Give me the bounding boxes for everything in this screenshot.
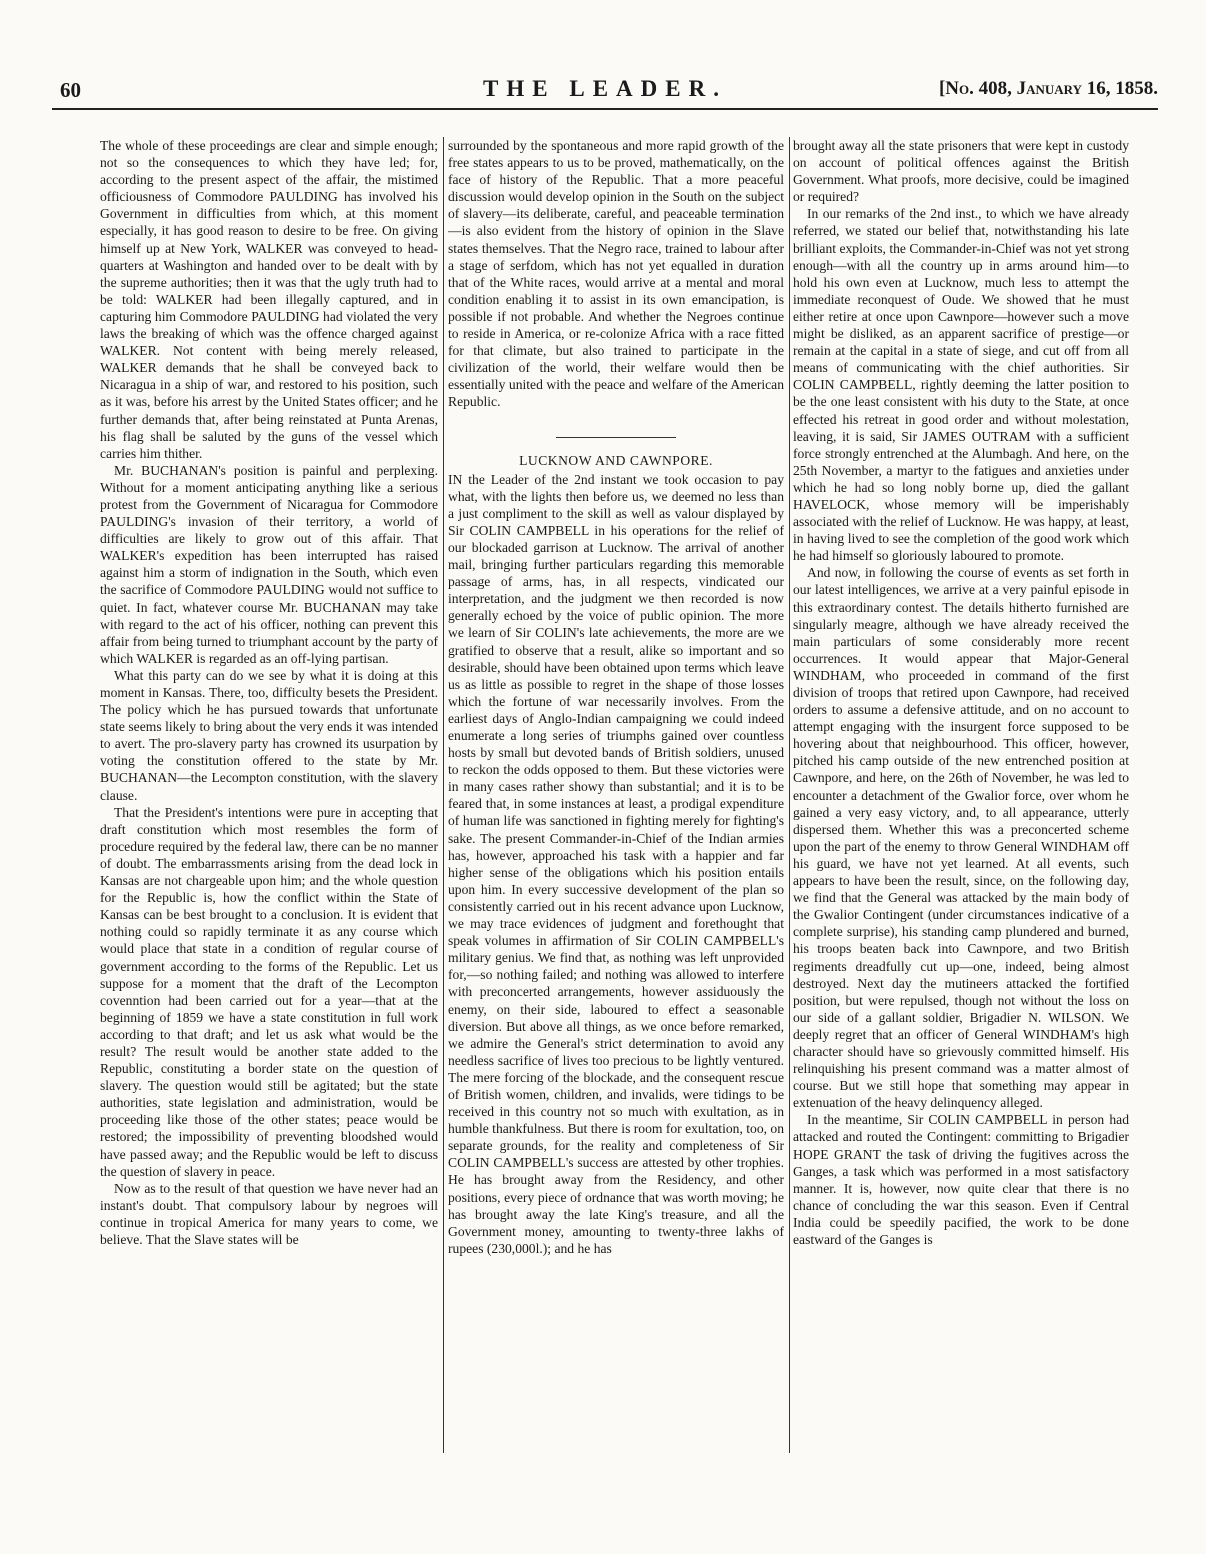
paragraph: And now, in following the course of events as set forth in our latest intelligences, we arrive at a very painful episode in this extraordinary contest. The details hitherto furnished are singularly meagre, although we have already received the main particulars of some considerably more recent occurrences. It would appear that Major-General WINDHAM, who proceeded in command of the first division of troops that retired upon Cawnpore, had received orders to assume a defensive attitude, and on no account to attempt engaging with the insurgent force supposed to be hovering about that neighbourhood. This officer, however, pitched his camp outside of the new entrenched position at Cawnpore, and here, on the 26th of November, he was led to encounter a detachment of the Gwalior force, over whom he gained a very easy victory, and, to all appearance, utterly dispersed them. Whether this was a preconcerted scheme upon the part of the enemy to throw General WINDHAM off his guard, we have not yet learned. At all events, such appears to have been the result, since, on the following day, we find that the General was attacked by the main body of the Gwalior Contingent (under circumstances indicative of a complete surprise), his standing camp plundered and burned, his troops beaten back into Cawnpore, and two British regiments dreadfully cut up—one, indeed, being almost destroyed. Next day the mutineers attacked the fortified position, but were repulsed, though not without the loss on our side of a gallant soldier, Brigadier N. WILSON. We deeply regret that an officer of General WINDHAM's high character should have so grievously committed himself. His relinquishing his present command was a matter almost of course. But we still hope that something may appear in extenuation of the heavy delinquency alleged. bbox=[793, 565, 1129, 1111]
paragraph: In our remarks of the 2nd inst., to which we have already referred, we stated our belief that, notwithstanding his late brilliant exploits, the Commander-in-Chief was not yet strong enough—with all the country up in arms around him—to hold his own even at Lucknow, much less to attempt the immediate reconquest of Oude. We showed that he must either retire at once upon Cawnpore—however such a move might be disliked, as an apparent sacrifice of prestige—or remain at the capital in a state of siege, and cut off from all means of communicating with the chief authorities. Sir COLIN CAMPBELL, rightly deeming the latter position to be the one least consistent with his duty to the State, at once effected his retreat in good order and without molestation, leaving, it is said, Sir JAMES OUTRAM with a sufficient force strongly entrenched at the Alumbagh. And here, on the 25th November, a martyr to the fatigues and anxieties under which he had so long nobly borne up, died the gallant HAVELOCK, whose memory will be imperishably associated with the relief of Lucknow. He was happy, at least, in having lived to see the completion of the good work which he had himself so gloriously laboured to promote. bbox=[793, 206, 1129, 564]
paragraph: Mr. BUCHANAN's position is painful and perplexing. Without for a moment anticipating anything like a serious protest from the Government of Nicaragua for Commodore PAULDING's invasion of their territory, a world of difficulties are likely to grow out of this affair. That WALKER's expedition has been interrupted has raised against him a storm of indignation in the South, which even the sacrifice of Commodore PAULDING would not suffice to quiet. In fact, whatever course Mr. BUCHANAN may take with regard to the act of his officer, nothing can prevent this affair from being turned to triumphant account by the party of which WALKER is regarded as an off-lying partisan. bbox=[100, 462, 438, 666]
paragraph: What this party can do we see by what it is doing at this moment in Kansas. There, too, difficulty besets the President. The policy which he has pursued towards that unfortunate state seems likely to bring about the very ends it was intended to avert. The pro-slavery party has crowned its usurpation by voting the constitution offered to the state by Mr. BUCHANAN—the Lecompton constitution, with the slavery clause. bbox=[100, 667, 438, 803]
section-divider bbox=[556, 437, 676, 438]
column-divider bbox=[443, 137, 444, 1453]
column-divider bbox=[789, 137, 790, 1453]
paragraph: In the meantime, Sir COLIN CAMPBELL in person had attacked and routed the Contingent: committing to Brigadier HOPE GRANT the task of driving the fugitives across the Ganges, a task which was performed in a most satisfactory manner. It is, however, now quite clear that there is no chance of concluding the war this season. Even if Central India could be speedily pacified, the work to be done eastward of the Ganges is bbox=[793, 1112, 1129, 1247]
section-title: LUCKNOW AND CAWNPORE. bbox=[519, 452, 713, 468]
masthead-title: THE LEADER. bbox=[483, 76, 727, 101]
paragraph: The whole of these proceedings are clear and simple enough; not so the consequences to which they have led; for, according to the present aspect of the affair, the mistimed officiousness of Commodore PAULDING has involved his Government in difficulties from which, at this moment especially, it has good reason to desire to be free. On giving himself up at New York, WALKER was conveyed to head-quarters at Washington and handed over to be dealt with by the supreme authorities; then it was that the ugly truth had to be told: WALKER had been illegally captured, and in capturing him Commodore PAULDING had violated the very laws the breaking of which was the offence charged against WALKER. Not content with being merely released, WALKER demands that he shall be conveyed back to Nicaragua in a ship of war, and restored to his position, such as it was, before his arrest by the United States officer; and he further demands that, after being reinstated at Punta Arenas, his flag shall be saluted by the guns of the vessel which carries him thither. bbox=[100, 138, 438, 461]
paragraph: That the President's intentions were pure in accepting that draft constitution which most resembles the form of procedure required by the federal law, there can be no manner of doubt. The embarrassments arising from the dead lock in Kansas are not chargeable upon him; and the whole question for the Republic is, how the conflict within the State of Kansas can be best brought to a conclusion. It is evident that nothing could so rapidly terminate it as any course which would place that state in a condition of regular course of government according to the forms of the Republic. Let us suppose for a moment that the draft of the Lecompton covenntion had been carried out for a year—that at the beginning of 1859 we have a state constitution in full work according to that draft; and let us ask what would be the result? The result would be another state added to the Republic, constituting a border state on the question of slavery. The question would still be agitated; but the state authorities, state legislation and administration, would be proceeding like those of the other states; peace would be restored; the impossibility of preventing bloodshed would have passed away; and the Republic would be left to discuss the question of slavery in peace. bbox=[100, 804, 438, 1179]
column-2 bbox=[448, 137, 784, 1457]
paragraph: surrounded by the spontaneous and more rapid growth of the free states appears to us to be proved, mathematically, on the face of history of the Republic. That a more peaceful discussion would develop opinion in the South on the subject of slavery—its deliberate, careful, and peaceable termination—is also evident from the history of opinion in the Slave states themselves. That the Negro race, trained to labour after a stage of serfdom, which has not yet equalled in duration that of the White races, would arrive at a mental and moral condition enabling it to assist in its own emancipation, is possible if not probable. And whether the Negroes continue to reside in America, or re-colonize Africa with a race fitted for that climate, but also trained to participate in the civilization of the world, their welfare would then be essentially united with the peace and welfare of the American Republic. bbox=[448, 138, 784, 410]
column-1 bbox=[100, 137, 438, 1457]
issue-info: [No. 408, January 16, 1858. bbox=[938, 78, 1158, 99]
page-header bbox=[52, 76, 1158, 106]
page-number: 60 bbox=[60, 78, 81, 102]
header-rule bbox=[52, 108, 1158, 110]
paragraph: IN the Leader of the 2nd instant we took occasion to pay what, with the lights then before us, we deemed no less than a just compliment to the skill as well as valour displayed by Sir COLIN CAMPBELL in his operations for the relief of our blockaded garrison at Lucknow. The arrival of another mail, bringing further particulars regarding this memorable passage of arms, has, in all respects, vindicated our interpretation, and the judgment we then recorded is now generally echoed by the voice of public opinion. The more we learn of Sir COLIN's late achievements, the more are we gratified to observe that a result, alike so important and so desirable, should have been obtained upon terms which leave us as little as possible to regret in the shape of those losses which the fortune of war necessarily involves. From the earliest days of Anglo-Indian campaigning we could indeed enumerate a long series of triumphs gained over countless hosts by small but devoted bands of British soldiers, unused to reckon the odds opposed to them. But these victories were in many cases rather showy than substantial; and it is to be feared that, in some instances at least, a prodigal expenditure of human life was sanctioned in fighting merely for fighting's sake. The present Commander-in-Chief of the Indian armies has, however, approached his task with a happier and far higher sense of the obligations which his position entails upon him. In every successive development of the plan so consistently carried out in his recent advance upon Lucknow, we may trace evidences of judgment and forethought that speak volumes in affirmation of Sir COLIN CAMPBELL's military genius. We find that, as nothing was left unprovided for,—so nothing failed; and nothing was allowed to interfere with preconcerted arrangements, however assiduously the enemy, on their side, laboured to effect a seasonable diversion. But above all things, as we once before remarked, we admire the General's strict determination to avoid any needless sacrifice of lives too precious to be lightly ventured. The mere forcing of the blockade, and the consequent rescue of British women, children, and invalids, were tidings to be received in this country not so much with exultation, as in humble thankfulness. But there is room for exultation, too, on separate grounds, for the reality and completeness of Sir COLIN CAMPBELL's success are attested by other trophies. He has brought away from the Residency, and other positions, every piece of ordnance that was worth moving; he has brought away the late King's treasure, and all the Government money, amounting to twenty-three lakhs of rupees (230,000l.); and he has bbox=[448, 471, 784, 1256]
paragraph: brought away all the state prisoners that were kept in custody on account of political offences against the British Government. What proofs, more decisive, could be imagined or required? bbox=[793, 138, 1129, 205]
paragraph: Now as to the result of that question we have never had an instant's doubt. That compulsory labour by negroes will continue in tropical America for many years to come, we believe. That the Slave states will be bbox=[100, 1180, 438, 1247]
column-3 bbox=[793, 137, 1129, 1457]
